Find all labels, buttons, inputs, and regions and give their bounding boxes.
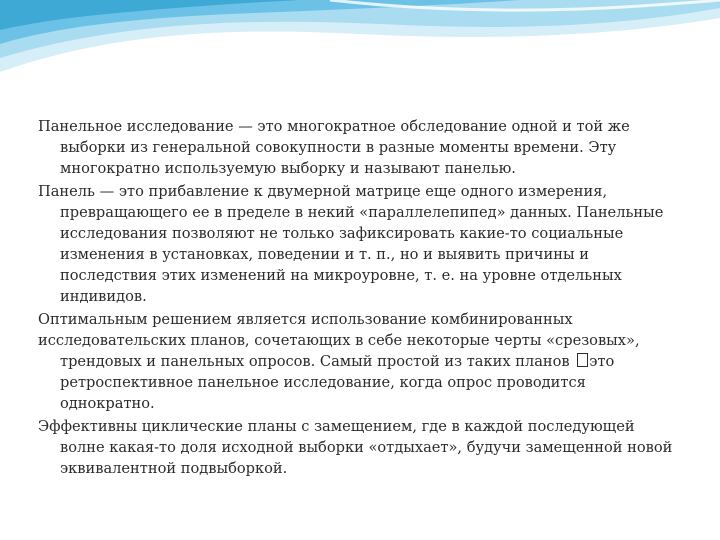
paragraph-optimal-solution: Оптимальным решением является использование комбинированных [38, 311, 573, 328]
paragraph-panel-study [38, 116, 678, 179]
paragraph-combined-plans-text-b: это ретроспективное панельное исследование, когда опрос проводится однократно. [60, 353, 615, 412]
paragraph-cyclic-plans: Эффективны циклические планы с замещением, где в каждой последующей волне какая-то доля исходной выборки «отдыхает», будучи замещенной новой эквивалентной подвыборкой. [38, 418, 673, 477]
paragraph-combined-plans-text-a: исследовательских планов, сочетающих в себе некоторые черты «срезовых», трендовых и панельных опросов. Самый простой из таких планов [38, 332, 640, 370]
paragraph-combined-plans [38, 330, 678, 414]
box-glyph [577, 353, 588, 367]
wave-header-graphic [0, 0, 720, 95]
paragraph-panel-definition: Панель — это прибавление к двумерной матрице еще одного измерения, превращающего ее в пределе в некий «параллелепипед» данных. Панельные исследования позволяют не только зафиксировать какие-то социальные изменения в установках, поведении и т. п., но и выявить причины и последствия этих изменений на микроуровне, т. е. на уровне отдельных индивидов. [38, 183, 664, 305]
term-panel-study: Панельное исследование [38, 118, 234, 135]
paragraph-panel-study-text: — это многократное обследование одной и той же выборки из генеральной совокупности в разные моменты времени. Эту многократно используемую выборку и называют панелью. [60, 118, 630, 177]
slide-body [38, 116, 678, 481]
